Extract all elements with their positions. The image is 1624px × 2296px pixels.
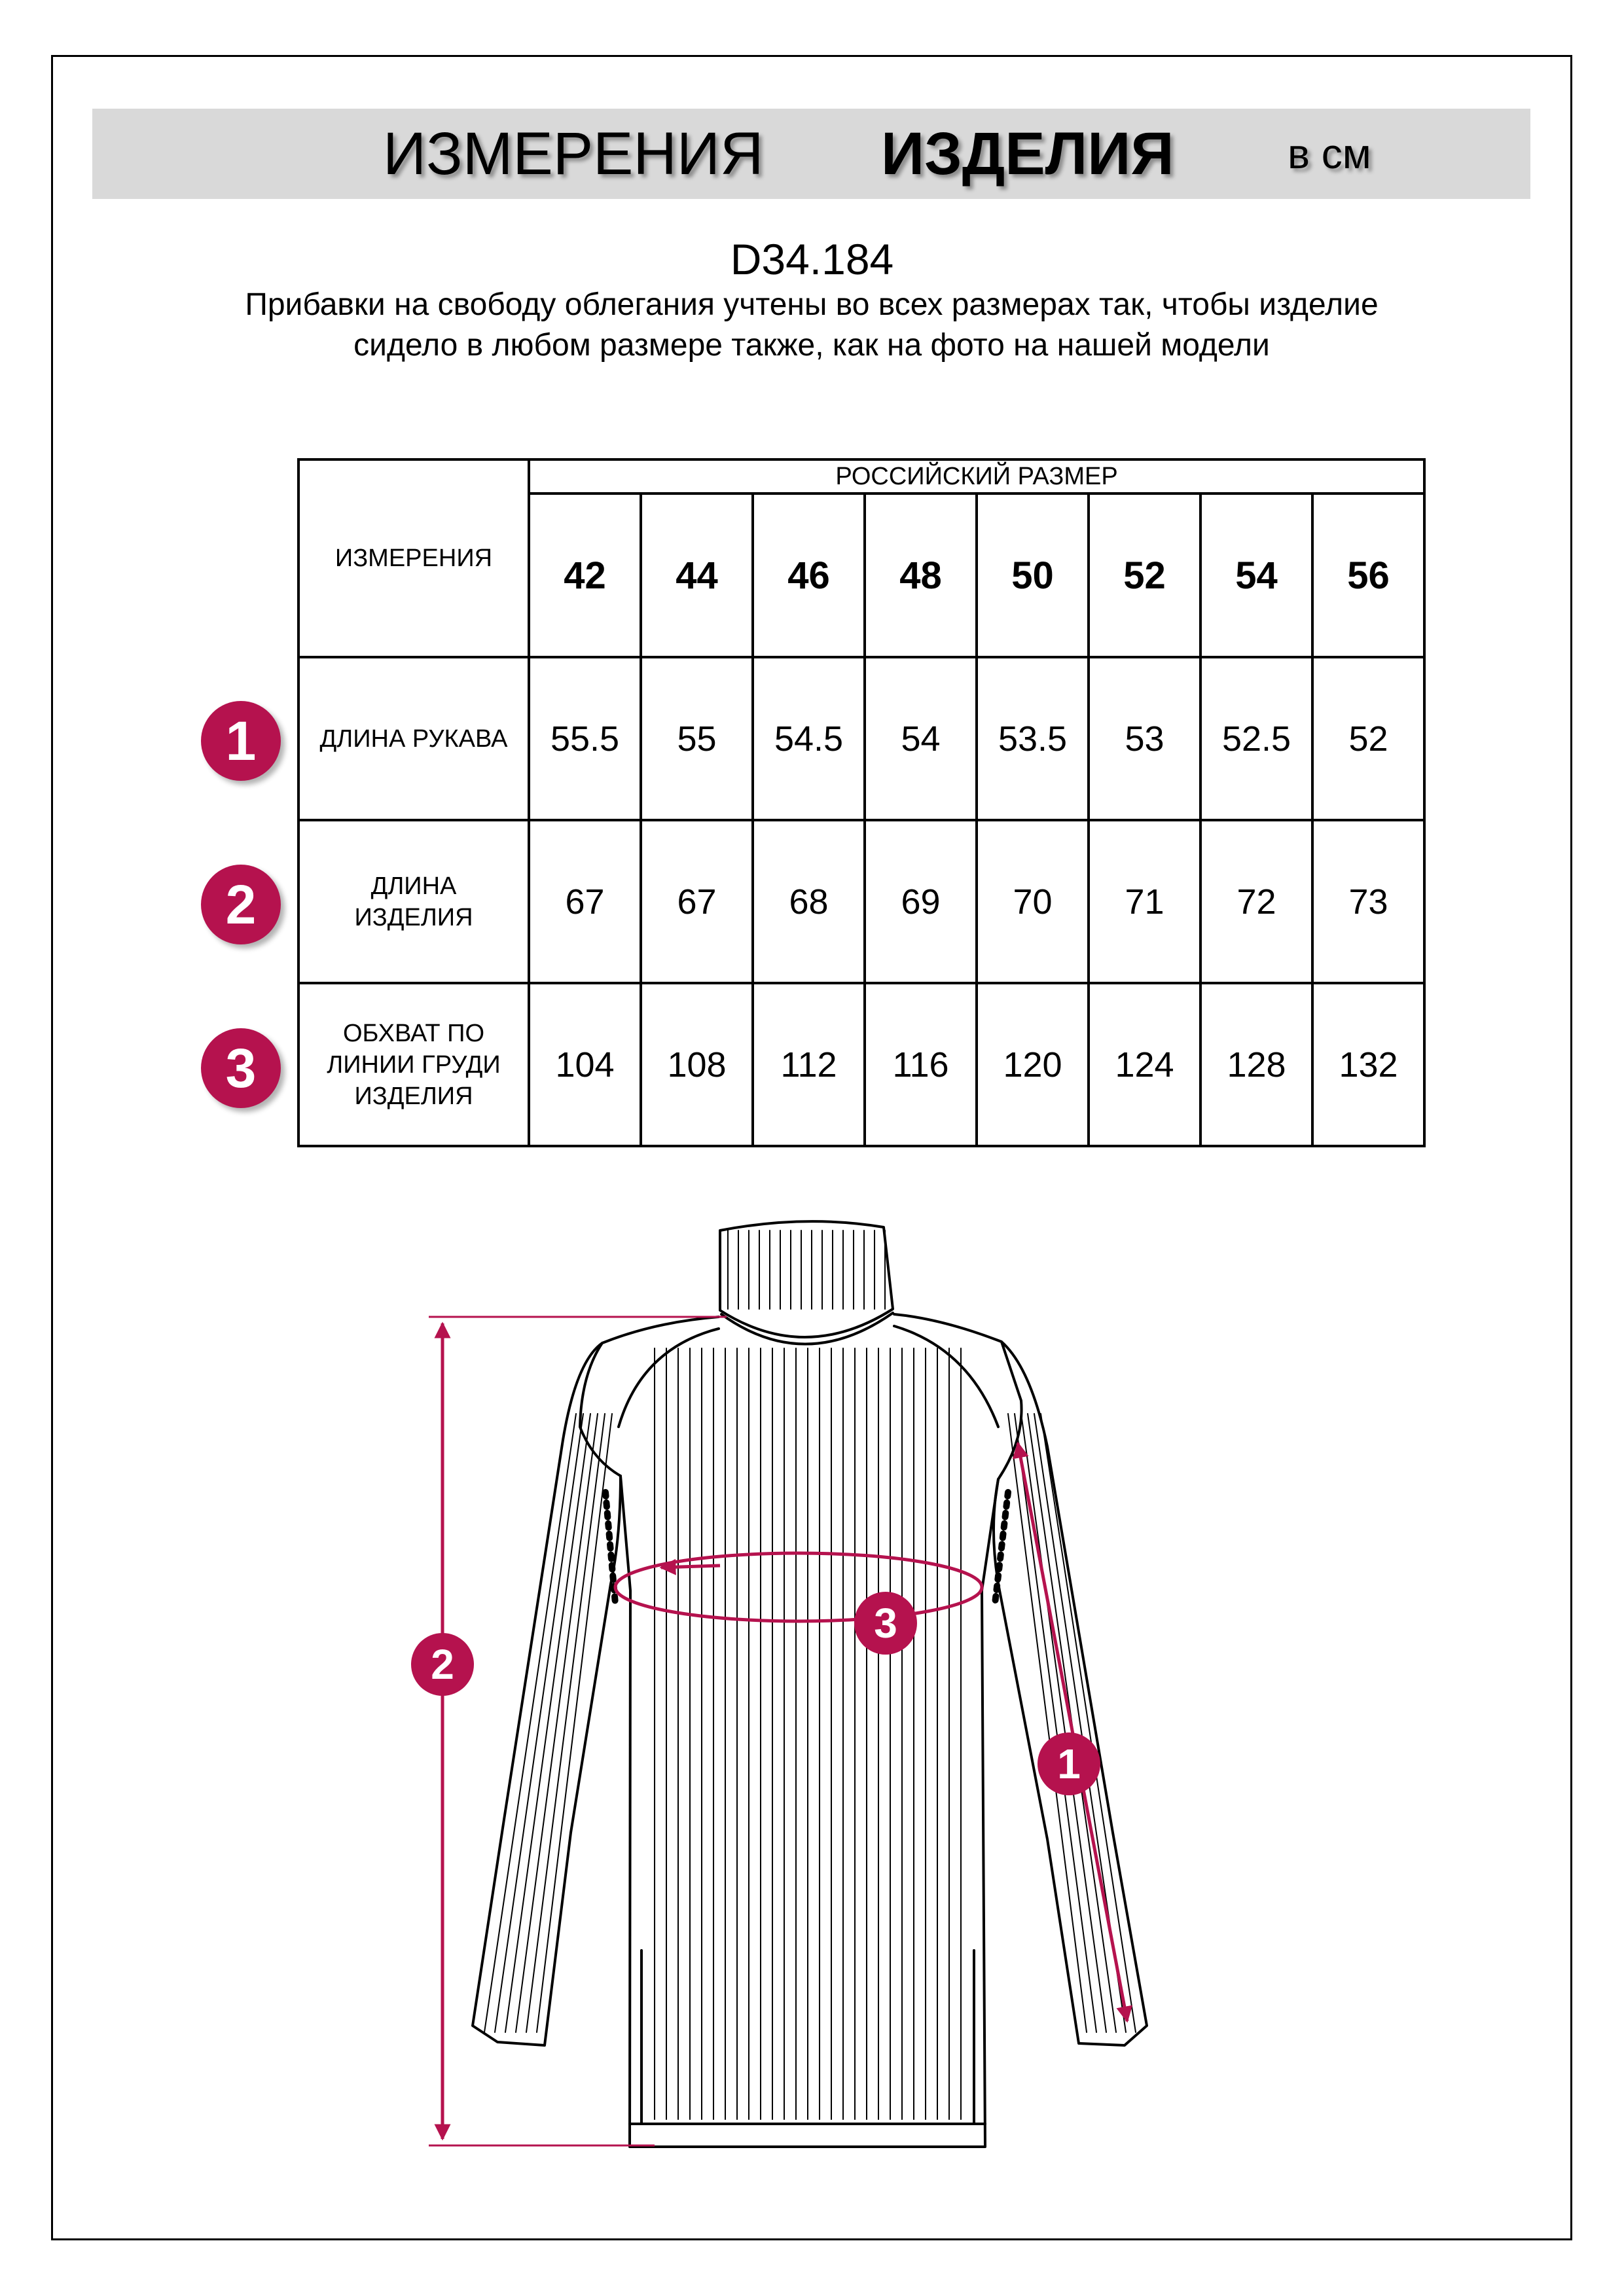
rib-line [484,1414,576,2032]
row-label-chest-girth: ОБХВАТ ПО ЛИНИИ ГРУДИ ИЗДЕЛИЯ [298,983,529,1146]
raglan-seam-right [894,1326,998,1427]
table-cell: 53 [1089,657,1200,820]
marker-sleeve-label: 1 [1057,1740,1081,1787]
table-cell: 120 [977,983,1089,1146]
body-outline [580,1314,1022,2147]
table-cell: 69 [865,820,977,983]
rib-line [495,1414,583,2032]
table-cell: 54.5 [753,657,865,820]
right-armhole-trim [995,1492,1008,1604]
rib-line [526,1414,605,2032]
left-sleeve-outline [473,1343,621,2045]
size-header: 42 [529,493,641,657]
title-unit: в см [1288,130,1371,177]
size-header: 50 [977,493,1089,657]
size-header: 46 [753,493,865,657]
russian-size-header: РОССИЙСКИЙ РАЗМЕР [529,459,1424,493]
table-cell: 112 [753,983,865,1146]
table-cell: 70 [977,820,1089,983]
raglan-seam-left [619,1329,719,1427]
row-marker-1: 1 [201,701,281,781]
table-cell: 124 [1089,983,1200,1146]
table-cell: 116 [865,983,977,1146]
marker-sleeve [1038,1732,1100,1795]
table-cell: 55 [641,657,753,820]
table-cell: 128 [1200,983,1312,1146]
row-marker-2: 2 [201,865,281,944]
size-header: 44 [641,493,753,657]
table-corner-label: ИЗМЕРЕНИЯ [298,459,529,657]
marker-chest [854,1592,917,1655]
row-label-sleeve-length: ДЛИНА РУКАВА [298,657,529,820]
table-cell: 73 [1312,820,1424,983]
table-cell: 108 [641,983,753,1146]
table-cell: 72 [1200,820,1312,983]
size-header: 48 [865,493,977,657]
chest-girth-arrow [661,1566,720,1568]
table-cell: 67 [641,820,753,983]
size-header: 52 [1089,493,1200,657]
table-cell: 52.5 [1200,657,1312,820]
table-cell: 54 [865,657,977,820]
size-header: 56 [1312,493,1424,657]
marker-length [411,1633,474,1696]
right-sleeve-outline [994,1342,1147,2045]
title-measurements: ИЗМЕРЕНИЯ [383,120,764,187]
title-product: ИЗДЕЛИЯ [881,120,1174,187]
marker-chest-label: 3 [874,1600,897,1647]
table-cell: 71 [1089,820,1200,983]
collar-seam [721,1313,893,1344]
table-cell: 132 [1312,983,1424,1146]
table-cell: 67 [529,820,641,983]
fit-description: Прибавки на свободу облегания учтены во всех размерах так, чтобы изделие сидело в любом размере также, как на фото на нашей модели [245,287,1379,363]
table-cell: 68 [753,820,865,983]
chest-girth-ellipse [615,1553,982,1621]
product-code: D34.184 [730,235,894,283]
sleeve-length-measure [1018,1443,1127,2021]
size-header: 54 [1200,493,1312,657]
table-cell: 53.5 [977,657,1089,820]
marker-length-label: 2 [431,1641,454,1688]
table-cell: 104 [529,983,641,1146]
collar-outline [720,1221,893,1337]
row-marker-3: 3 [201,1028,281,1108]
table-cell: 52 [1312,657,1424,820]
table-cell: 55.5 [529,657,641,820]
row-label-garment-length: ДЛИНА ИЗДЕЛИЯ [298,820,529,983]
